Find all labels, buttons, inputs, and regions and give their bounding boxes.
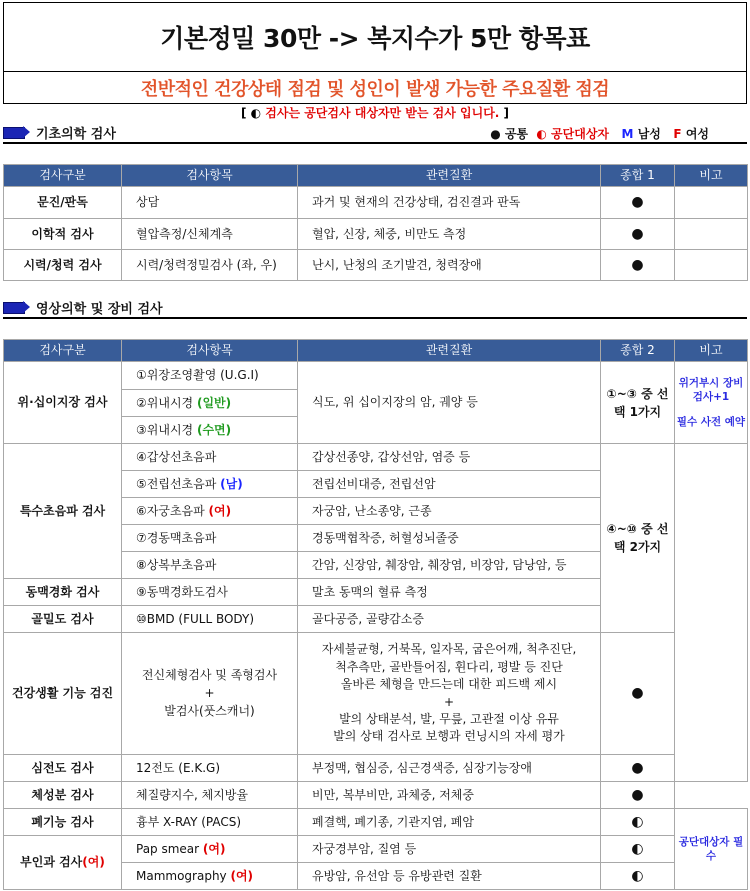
section-basic-title: 기초의학 검사 [36, 126, 116, 142]
table-row: ⑦경동맥초음파 경동맥협착증, 허혈성뇌졸중 [4, 525, 748, 552]
arrow-icon [3, 301, 31, 313]
table-row: 동맥경화 검사 ⑨동맥경화도검사 말초 동맥의 혈류 측정 [4, 579, 748, 606]
table-row: 이학적 검사 혈압측정/신체계측 혈압, 신장, 체중, 비만도 측정 ● [4, 219, 748, 250]
table-row: ②위내시경 (일반) [4, 390, 748, 417]
table-header-row: 검사구분 검사항목 관련질환 종합 2 비고 [4, 340, 748, 362]
basic-exam-table [3, 164, 748, 281]
arrow-icon [3, 126, 31, 138]
common-mark: ● [601, 219, 675, 250]
page-subtitle: 전반적인 건강상태 점검 및 성인이 발생 가능한 주요질환 점검 [3, 71, 747, 104]
table-row: ⑤전립선초음파 (남) 전립선비대증, 전립선암 [4, 471, 748, 498]
table-row: 체성분 검사 체질량지수, 체지방율 비만, 복부비만, 과체중, 저체중 ● [4, 782, 748, 809]
table-header-row [4, 165, 748, 187]
legend: ● 공통 ◐ 공단대상자 M 남성 F 여성 [490, 127, 709, 141]
table-row: ⑧상복부초음파 간암, 신장암, 췌장암, 췌장염, 비장암, 담낭암, 등 [4, 552, 748, 579]
table-row: Mammography (여) 유방암, 유선암 등 유방관련 질환 ◐ [4, 863, 748, 890]
table-row: 시력/청력 검사 시력/청력정밀검사 (좌, 우) 난시, 난청의 조기발견, 청력장애 ● [4, 250, 748, 281]
gastric-note: 위거부시 장비검사+1 필수 사전 예약 [675, 362, 748, 444]
table-row: 문진/판독 상담 과거 및 현재의 건강상태, 검진결과 판독 ● [4, 187, 748, 219]
section-basic-header [3, 122, 747, 144]
page-title: 기본정밀 30만 -> 복지수가 5만 항목표 [3, 2, 747, 72]
col-header-category: 검사구분 [4, 165, 122, 187]
table-row: 건강생활 기능 검진 전신체형검사 및 족형검사 + 발검사(풋스캐너) 자세불균형, 거북목, 일자목, 굽은어깨, 척추진단, 척추측만, 골반틀어짐, 휜다리, 평발 등 진단 올바른 체형을 만드는데 대한 피드백 제시 + 발의 상태분석, 발, 무릎, 고관절 이상 유뮤 발의 상태 검사로 보행과 런닝시의 자세 평가 ● [4, 633, 748, 755]
common-mark: ● [601, 250, 675, 281]
col-header-disease: 관련질환 [298, 165, 601, 187]
imaging-exam-table [3, 339, 748, 890]
col-header-note: 비고 [675, 165, 748, 187]
table-row: 부인과 검사(여) Pap smear (여) 자궁경부암, 질염 등 ◐ [4, 836, 748, 863]
nhis-required-note: 공단대상자 필수 [675, 809, 748, 890]
section-imaging-header [3, 297, 747, 319]
table-row: 폐기능 검사 흉부 X-RAY (PACS) 폐결핵, 폐기종, 기관지염, 폐암 ◐ 공단대상자 필수 [4, 809, 748, 836]
section-imaging-title: 영상의학 및 장비 검사 [36, 301, 163, 317]
common-mark: ● [601, 187, 675, 219]
col-header-item: 검사항목 [122, 165, 298, 187]
table-row: ⑥자궁초음파 (여) 자궁암, 난소종양, 근종 [4, 498, 748, 525]
col-header-package: 종합 1 [601, 165, 675, 187]
table-row: ③위내시경 (수면) [4, 417, 748, 444]
table-row: 특수초음파 검사 ④갑상선초음파 갑상선종양, 갑상선암, 염증 등 ④~⑩ 중 선택 2가지 [4, 444, 748, 471]
table-row: 심전도 검사 12전도 (E.K.G) 부정맥, 협심증, 심근경색증, 심장기능장애 ● [4, 755, 748, 782]
table-row: 골밀도 검사 ⑩BMD (FULL BODY) 골다공증, 골량감소증 [4, 606, 748, 633]
notice: [ ◐ 검사는 공단검사 대상자만 받는 검사 입니다. ] [240, 106, 510, 120]
table-row: 위·십이지장 검사 ①위장조영촬영 (U.G.I) 식도, 위 십이지장의 암, 궤양 등 ①~③ 중 선택 1가지 위거부시 장비검사+1 필수 사전 예약 [4, 362, 748, 390]
